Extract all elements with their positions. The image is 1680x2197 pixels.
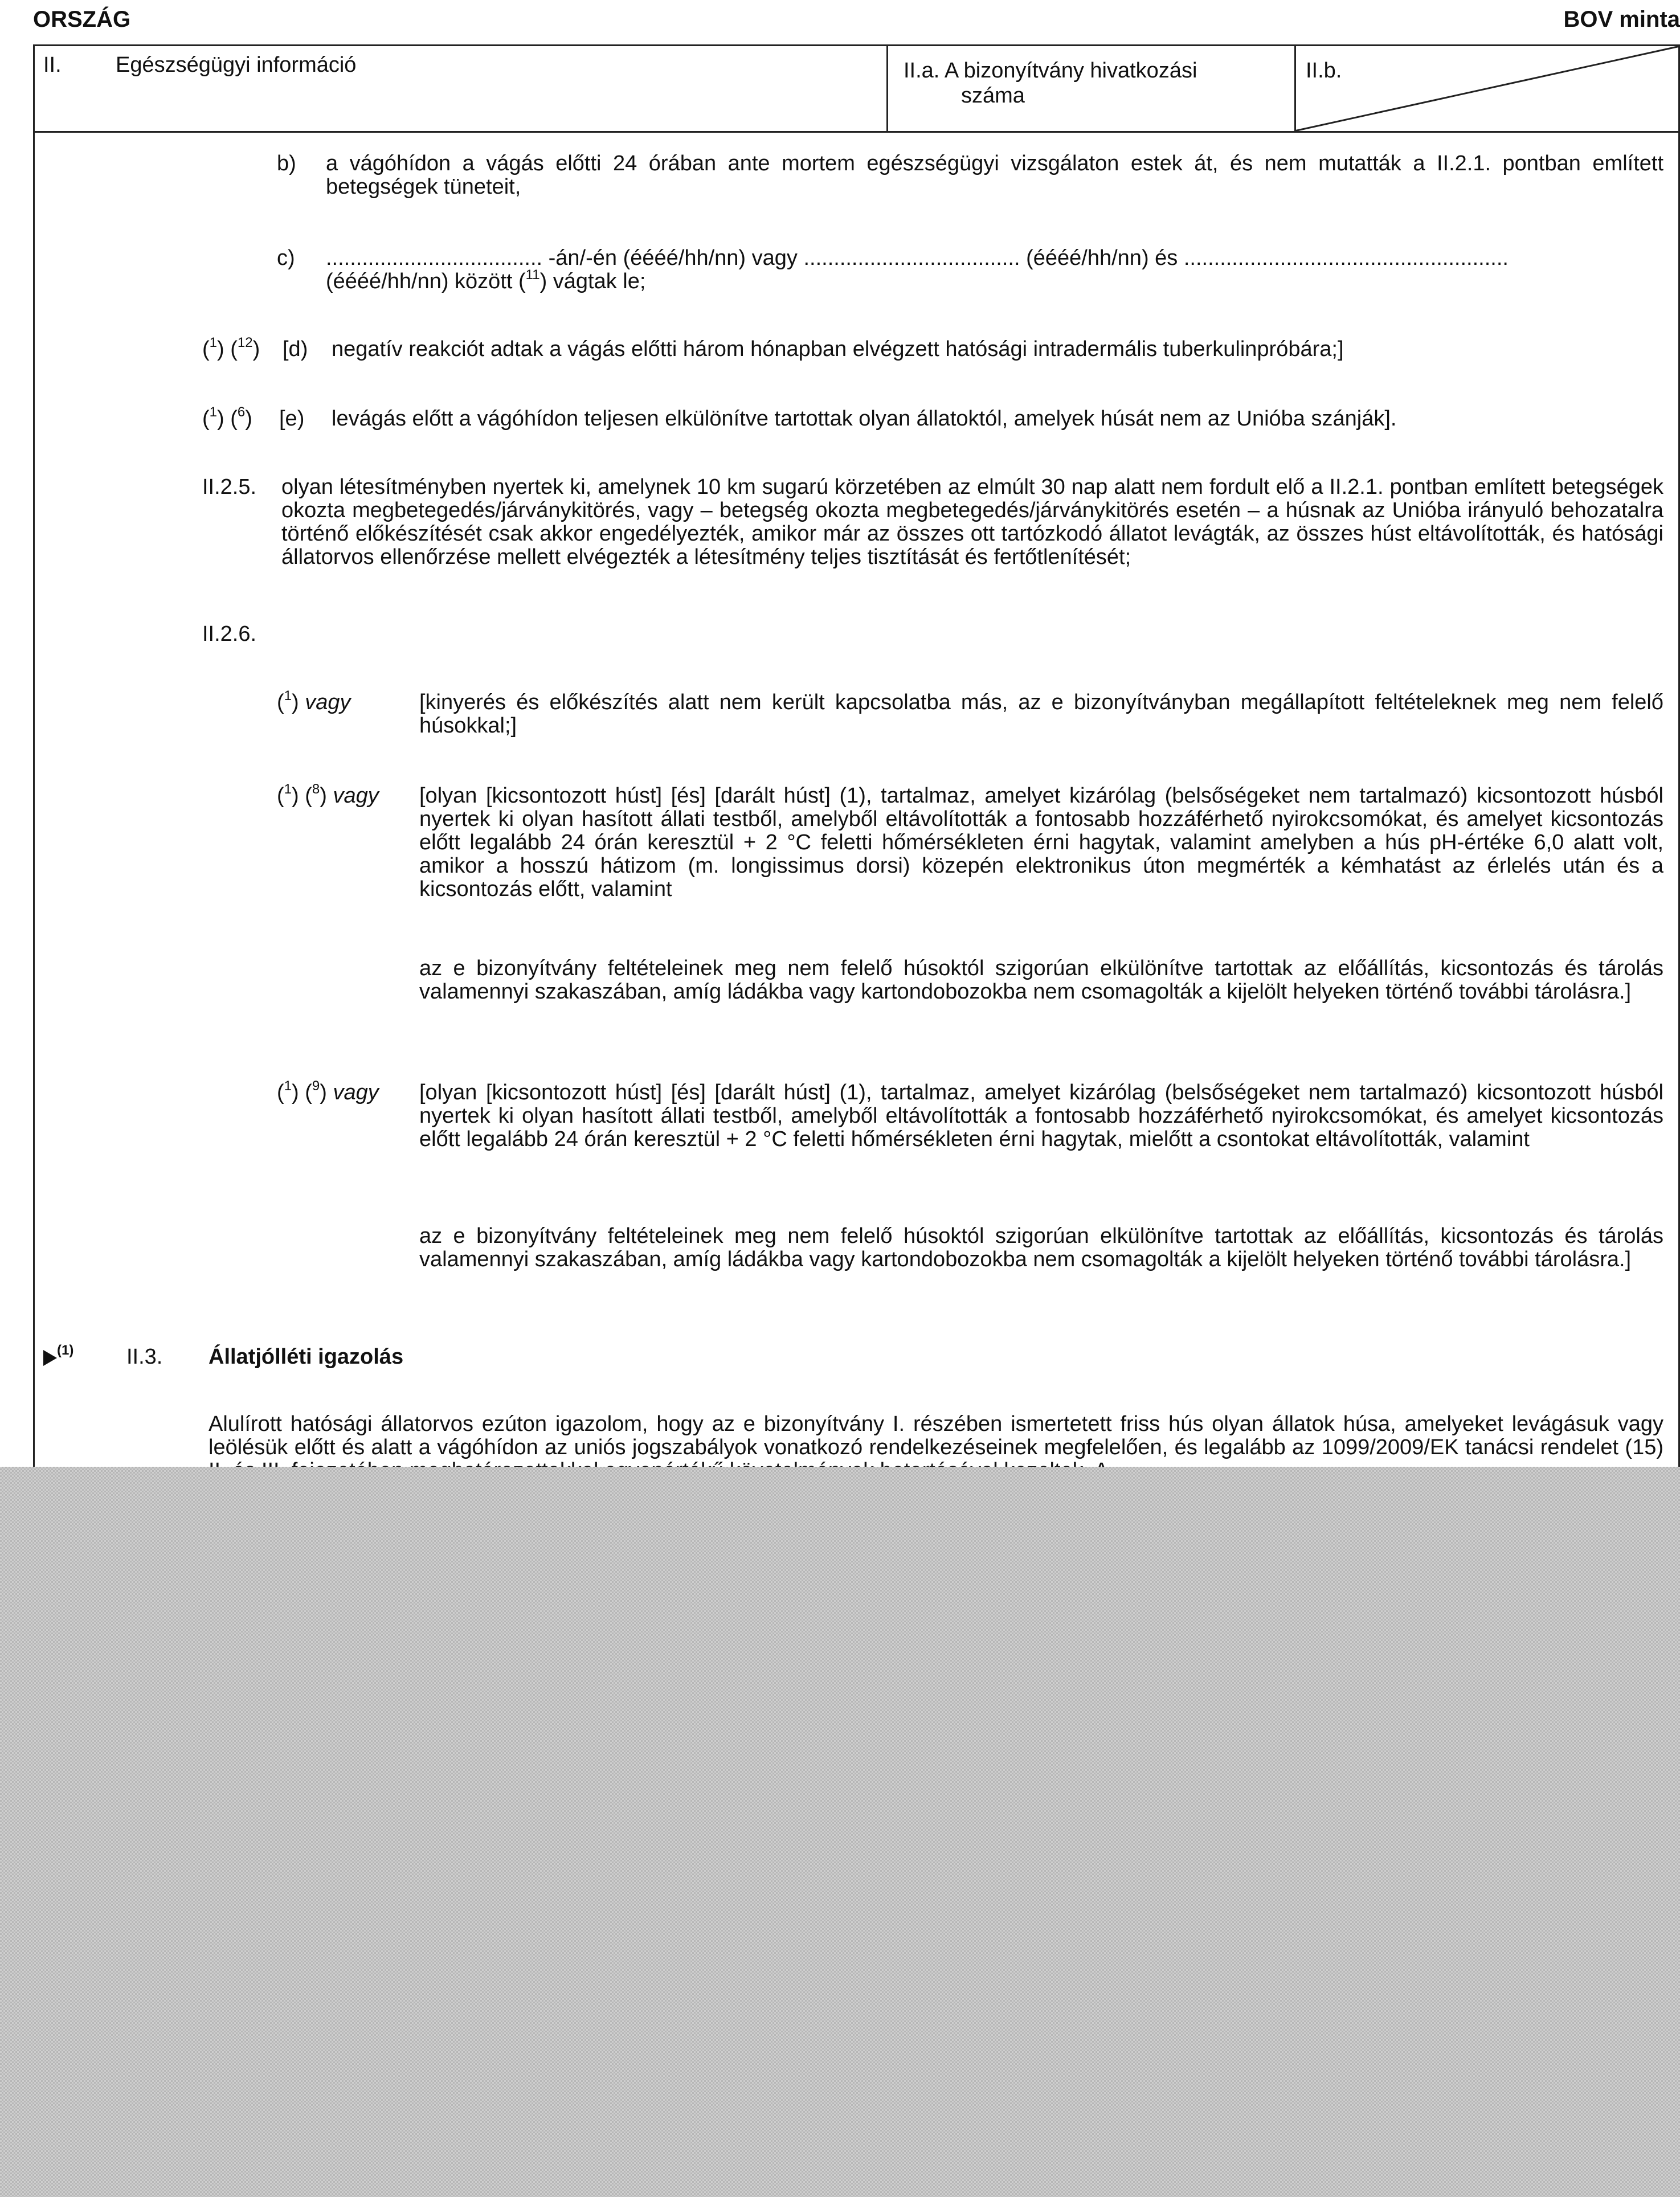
iib-label: II.b.	[1306, 59, 1342, 83]
item-c-label: c)	[277, 246, 295, 270]
item-d-footnote-1: 1	[209, 335, 218, 351]
amendment-marker	[43, 1345, 73, 1369]
redacted-area	[0, 1467, 1680, 2197]
item-e-footnote-1: 1	[209, 404, 218, 420]
item-e-text: levágás előtt a vágóhídon teljesen elkülönítve tartottak olyan állatoktól, amelyek húsát nem az Unióba szánják].	[332, 407, 1397, 431]
section-2-3-title: Állatjólléti igazolás	[209, 1345, 404, 1369]
item-c-line2	[326, 267, 646, 293]
item-d-text: negatív reakciót adtak a vágás előtti három hónapban elvégzett hatósági intradermális tuberkulinpróbára;]	[332, 337, 1344, 361]
option-2-vagy: vagy	[333, 784, 379, 808]
model-heading: BOV minta	[1563, 7, 1680, 32]
option-1-text: [kinyerés és előkészítés alatt nem került kapcsolatba más, az e bizonyítványban megállapított feltételeknek meg nem felelő húsokkal;]	[419, 690, 1663, 738]
option-3-footnote-2: 9	[312, 1078, 320, 1094]
option-2-text: [olyan [kicsontozott húst] [és] [darált húst] (1), tartalmaz, amelyet kizárólag (belsőségeket nem tartalmazó) kicsontozott húsból nyertek ki olyan hasított állati testből, amelyből eltávolították a fontosabb hozzáférhető nyirokcsomókat, és amelyet kicsontozás előtt legalább 24 órán keresztül + 2 °C feletti hőmérsékleten érni hagytak, valamint amelyben a hús pH-értéke 6,0 alatt volt, amikor a hosszú hátizom (m. longissimus dorsi) közepén elektronikus úton megmérték a kémhatást az érlelés után és a kicsontozás előtt, valamint	[419, 784, 1663, 901]
item-c-line2a: (éééé/hh/nn) között (	[326, 269, 526, 293]
option-2-footnote-1: 1	[284, 782, 292, 797]
item-b-label: b)	[277, 152, 296, 175]
item-e-refs: ($^1$) ($^6$)	[202, 404, 252, 431]
header-divider-1	[886, 44, 888, 133]
option-2-refs: ($^1$) ($^8$) vagy	[277, 782, 379, 808]
section-2-3-text: Alulírott hatósági állatorvos ezúton igazolom, hogy az e bizonyítvány I. részében ismertetett friss hús olyan állatok húsa, amelyeket levágásuk vagy leölésük előtt és alatt a vágóhídon az uniós jogszabályok vonatkozó rendelkezéseinek megfelelően, és legalább az 1099/2009/EK tanácsi rendelet (15)	[209, 1412, 1663, 1459]
amendment-footnote: (1)	[57, 1343, 74, 1359]
option-1-refs: ($^1$) vagy	[277, 688, 351, 714]
item-d-refs: ($^1$) ($^{12}$)	[202, 335, 260, 361]
item-e-label: [e)	[279, 407, 305, 431]
country-heading: ORSZÁG	[33, 7, 131, 32]
item-d-label: [d)	[283, 337, 308, 361]
item-b-text: a vágóhídon a vágás előtti 24 órában ante mortem egészségügyi vizsgálaton estek át, és nem mutatták a II.2.1. pontban említett betegségek tüneteit,	[326, 152, 1663, 199]
certificate-ref-label: II.a. A bizonyítvány hivatkozási	[904, 59, 1197, 83]
option-3-vagy: vagy	[333, 1081, 379, 1104]
option-3-text-2: az e bizonyítvány feltételeinek meg nem felelő húsoktól szigorúan elkülönítve tartottak az előállítás, kicsontozás és tárolás valamennyi szakaszában, amíg ládákba vagy kartondobozokba nem csomagolták a kijelölt helyeken történő további tárolásra.]	[419, 1224, 1663, 1271]
option-3-refs: ($^1$) ($^9$) vagy	[277, 1078, 379, 1104]
item-c-line2b: ) vágtak le;	[539, 269, 646, 293]
option-1-footnote: 1	[284, 688, 292, 704]
section-title: Egészségügyi információ	[116, 53, 357, 77]
section-2-2-5-text: olyan létesítményben nyertek ki, amelynek 10 km sugarú körzetében az elmúlt 30 nap alatt nem fordult elő a II.2.1. pontban említett betegségek okozta megbetegedés/járványkitörés, vagy – betegség okozta megbetegedés/járványkitörés esetén – a húsnak az Unióba irányuló behozatalra történő előkészítését csak akkor engedélyezték, amikor már az összes ott tartózkodó állatot levágták, az összes húst eltávolították, és hatósági állatorvos ellenőrzése mellett elvégezték a létesítmény teljes tisztítását és fertőtlenítését;	[281, 475, 1663, 569]
item-d-footnote-2: 12	[237, 335, 253, 351]
iib-diagonal-line	[1294, 44, 1680, 133]
certificate-ref-label-2: száma	[961, 84, 1025, 108]
triangle-marker-icon	[43, 1350, 57, 1366]
item-c-footnote: 11	[525, 267, 540, 283]
section-number: II.	[43, 53, 62, 77]
option-2-text-2: az e bizonyítvány feltételeinek meg nem felelő húsoktól szigorúan elkülönítve tartottak az előállítás, kicsontozás és tárolás valamennyi szakaszában, amíg ládákba vagy kartondobozokba nem csomagolták a kijelölt helyeken történő további tárolásra.]	[419, 956, 1663, 1004]
option-3-text: [olyan [kicsontozott húst] [és] [darált húst] (1), tartalmaz, amelyet kizárólag (belsőségeket nem tartalmazó) kicsontozott húsból nyertek ki olyan hasított állati testből, amelyből eltávolították a fontosabb hozzáférhető nyirokcsomókat, és amelyet kicsontozás előtt legalább 24 órán keresztül + 2 °C feletti hőmérsékleten érni hagytak, mielőtt a csontokat eltávolították, valamint	[419, 1081, 1663, 1151]
section-2-2-5-label: II.2.5.	[202, 475, 257, 499]
item-e-footnote-2: 6	[237, 404, 246, 420]
option-2-footnote-2: 8	[312, 782, 320, 797]
item-c-line1: .................................... -án/-én (éééé/hh/nn) vagy .................................... (éééé/hh/nn) és ......................................................	[326, 246, 1509, 270]
section-2-2-6-label: II.2.6.	[202, 622, 257, 646]
option-1-vagy: vagy	[305, 690, 351, 714]
section-2-3-label: II.3.	[126, 1345, 163, 1369]
option-3-footnote-1: 1	[284, 1078, 292, 1094]
